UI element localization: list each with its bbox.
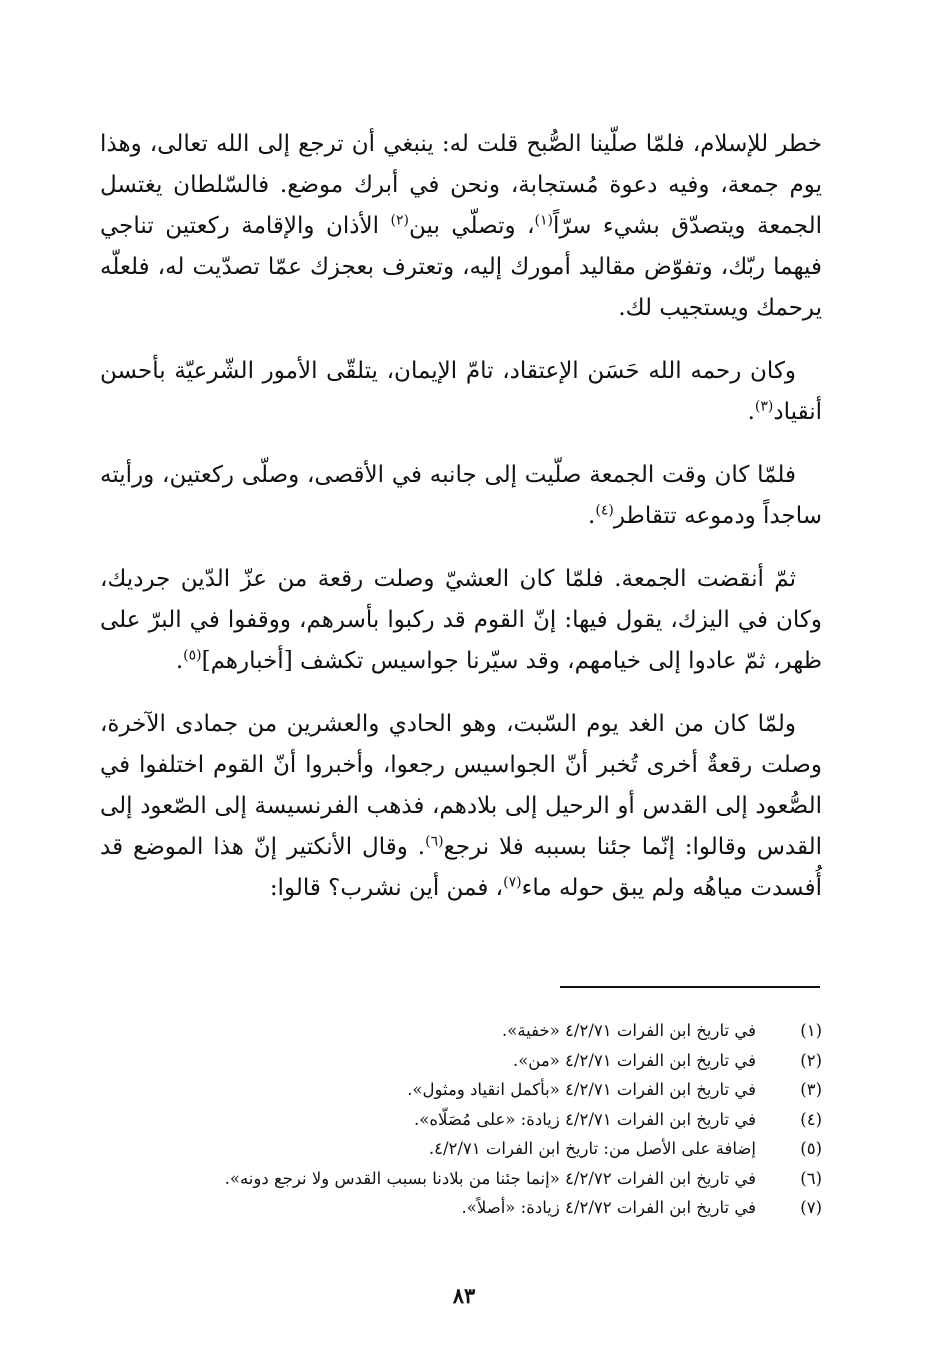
- footnote-ref-7[interactable]: (٧): [503, 874, 522, 891]
- paragraph-1: [100, 124, 822, 329]
- footnote-ref-6[interactable]: (٦): [425, 833, 444, 850]
- footnote-divider: [560, 986, 820, 988]
- paragraph-5-text-a: ولمّا كان من الغد يوم السّبت، وهو الحادي والعشرين من جمادى الآخرة، وصلت رقعةٌ أخرى تُخبر أنّ الجواسيس رجعوا، وأخبروا أنّ القوم اختلفوا في الصُّعود إلى القدس أو الرحيل إلى بلادهم، فذهب الفرنسيسة إلى الصّعود إلى القدس وقالوا: إنّما جئنا بسببه فلا نرجع: [100, 711, 822, 860]
- footnote-text: في تاريخ ابن الفرات ٤/٢/٧٢ «إنما جئنا من بلادنا بسبب القدس ولا نرجع دونه».: [224, 1168, 756, 1188]
- footnote-ref-1[interactable]: (١): [534, 212, 553, 229]
- paragraph-5: [100, 704, 822, 909]
- footnote-text: إضافة على الأصل من: تاريخ ابن الفرات ٤/٢/٧١.: [428, 1139, 756, 1158]
- footnote-ref-5[interactable]: (٥): [183, 647, 202, 664]
- footnote-4: [122, 1105, 822, 1135]
- paragraph-4-text-a: ثمّ أنقضت الجمعة. فلمّا كان العشيّ وصلت رقعة من عزّ الدّين جرديك، وكان في اليزك، يقول فيها: إنّ القوم قد ركبوا بأسرهم، ووقفوا في البرّ على ظهر، ثمّ عادوا إلى خيامهم، وقد سيّرنا جواسيس تكشف [أخبارهم]: [100, 566, 822, 674]
- footnote-number: (٣): [800, 1080, 822, 1099]
- paragraph-5-text-c: ، فمن أين نشرب؟ قالوا:: [269, 875, 504, 901]
- paragraph-1-text-b: ، وتصلّي بين: [409, 213, 535, 239]
- footnote-number: (٥): [800, 1139, 822, 1158]
- footnote-number: (١): [800, 1021, 822, 1040]
- footnote-number: (٦): [800, 1168, 822, 1188]
- footnote-1: [122, 1016, 822, 1046]
- footnote-text: في تاريخ ابن الفرات ٤/٢/٧١ زيادة: «على مُصَلّاه».: [414, 1109, 756, 1129]
- footnote-7: [122, 1193, 822, 1223]
- paragraph-2-text-b: .: [747, 399, 755, 425]
- main-text: [100, 124, 822, 909]
- footnote-text: في تاريخ ابن الفرات ٤/٢/٧١ «من».: [512, 1050, 756, 1070]
- footnote-ref-4[interactable]: (٤): [595, 502, 614, 519]
- footnote-6: [122, 1164, 822, 1194]
- footnote-text: في تاريخ ابن الفرات ٤/٢/٧١ «خفية».: [501, 1021, 756, 1040]
- footnote-ref-2[interactable]: (٢): [390, 212, 410, 229]
- paragraph-2-text-a: وكان رحمه الله حَسَن الإعتقاد، تامّ الإيمان، يتلقّى الأمور الشّرعيّة بأحسن أنقياد: [100, 358, 822, 425]
- paragraph-4-text-b: .: [175, 648, 184, 674]
- paragraph-5-text-b: . وقال الأنكتير إنّ هذا الموضع قد أُفسدت مياهُه ولم يبق حوله ماء: [100, 834, 822, 901]
- paragraph-3-text-b: .: [588, 503, 596, 529]
- footnote-ref-3[interactable]: (٣): [754, 398, 774, 415]
- paragraph-3: [100, 455, 822, 537]
- paragraph-2: [100, 351, 822, 433]
- paragraph-1-text-c: الأذان والإقامة ركعتين تناجي فيهما ربّك، وتفوّض مقاليد أمورك إليه، وتعترف بعجزك عمّا تصدّيت له، فلعلّه يرحمك ويستجيب لك.: [100, 213, 822, 321]
- footnote-number: (٧): [800, 1198, 822, 1217]
- page-number: ٨٣: [452, 1283, 476, 1308]
- footnotes: [122, 1016, 822, 1223]
- footnote-5: [122, 1134, 822, 1164]
- footnote-text: في تاريخ ابن الفرات ٤/٢/٧١ «بأكمل انقياد ومثول».: [407, 1080, 756, 1099]
- paragraph-3-text-a: فلمّا كان وقت الجمعة صلّيت إلى جانبه في الأقصى، وصلّى ركعتين، ورأيته ساجداً ودموعه تتقاطر: [100, 462, 822, 529]
- footnote-3: [122, 1075, 822, 1105]
- page-body: [100, 124, 822, 931]
- paragraph-4: [100, 559, 822, 682]
- footnote-2: [122, 1046, 822, 1076]
- footnote-number: (٤): [800, 1109, 822, 1129]
- footnote-number: (٢): [800, 1050, 822, 1070]
- footnote-text: في تاريخ ابن الفرات ٤/٢/٧٢ زيادة: «أصلاً».: [461, 1198, 756, 1217]
- paragraph-1-text-a: خطر للإسلام، فلمّا صلّينا الصُّبح قلت له: ينبغي أن ترجع إلى الله تعالى، وهذا يوم جمعة، وفيه دعوة مُستجابة، ونحن في أبرك موضع. فالسّلطان يغتسل الجمعة ويتصدّق بشيء سرّاً: [100, 131, 822, 239]
